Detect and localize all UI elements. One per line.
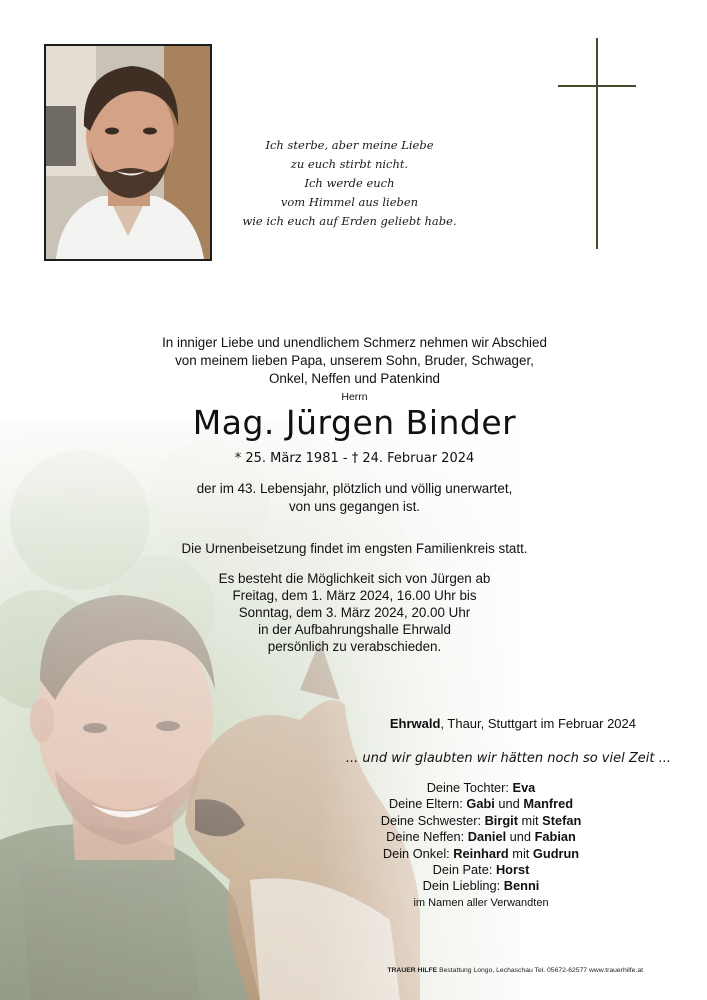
urn-burial-text — [123, 540, 586, 558]
memorial-quote — [232, 136, 467, 231]
life-dates: * 25. März 1981 - † 24. Februar 2024 — [234, 451, 475, 466]
family-closing: im Namen aller Verwandten — [413, 896, 549, 909]
age-line: von uns gegangen ist. — [288, 499, 421, 514]
family-label: Deine Tochter: — [426, 780, 513, 795]
family-name: Birgit — [484, 812, 518, 828]
salutation: Herrn — [341, 391, 368, 403]
place-bold: Ehrwald — [389, 716, 441, 731]
family-name: Horst — [495, 862, 530, 878]
family-name: Daniel — [467, 829, 507, 845]
footer-brand: TRAUER HILFE — [387, 967, 438, 974]
quote-line: Ich werde euch — [304, 176, 395, 190]
urn-line: Die Urnenbeisetzung findet im engsten Familienkreis statt. — [181, 541, 528, 556]
quote-line: wie ich euch auf Erden geliebt habe. — [242, 214, 457, 228]
family-connector: und — [494, 796, 524, 812]
cross-icon — [596, 38, 598, 249]
family-label: Deine Neffen: — [386, 829, 468, 845]
family-name: Fabian — [534, 829, 576, 845]
age-text — [123, 480, 586, 516]
family-label: Dein Liebling: — [422, 878, 504, 894]
announcement-line: In inniger Liebe und unendlichem Schmerz nehmen wir Abschied — [162, 335, 547, 350]
family-label: Dein Pate: — [432, 862, 496, 878]
age-line: der im 43. Lebensjahr, plötzlich und völlig unerwartet, — [196, 481, 513, 496]
deceased-name: Mag. Jürgen Binder — [192, 403, 517, 442]
footer-text: Bestattung Longo, Lechaschau Tel. 05672-62577 www.trauerhilfe.at — [437, 967, 643, 974]
farewell-line: persönlich zu verabschieden. — [267, 639, 442, 654]
farewell-text — [123, 570, 586, 655]
place-date-line — [330, 716, 636, 731]
family-list — [340, 780, 622, 911]
family-row-nephews — [340, 829, 622, 845]
quote-line: Ich sterbe, aber meine Liebe — [265, 138, 434, 152]
family-name: Gabi — [466, 796, 495, 812]
family-row-uncle — [340, 846, 622, 862]
family-row-godfather — [340, 862, 622, 878]
family-row-sister — [340, 813, 622, 829]
family-name: Gudrun — [532, 845, 580, 861]
family-name: Manfred — [523, 796, 574, 812]
family-row-daughter — [340, 780, 622, 796]
family-name: Eva — [512, 780, 536, 795]
cross-icon-bar — [558, 85, 636, 87]
family-name: Reinhard — [453, 845, 509, 861]
family-label: Dein Onkel: — [382, 845, 454, 861]
quote-line: vom Himmel aus lieben — [280, 195, 419, 209]
footer-imprint — [330, 967, 643, 974]
place-rest: , Thaur, Stuttgart im Februar 2024 — [440, 716, 636, 731]
announcement-text — [123, 334, 586, 388]
farewell-line: Sonntag, dem 3. März 2024, 20.00 Uhr — [238, 605, 471, 620]
family-connector: mit — [517, 812, 543, 828]
announcement-line: von meinem lieben Papa, unserem Sohn, Bruder, Schwager, — [175, 353, 534, 368]
family-name: Stefan — [542, 812, 582, 828]
family-row-darling — [340, 878, 622, 894]
farewell-line: Es besteht die Möglichkeit sich von Jürgen ab — [218, 571, 491, 586]
announcement-line: Onkel, Neffen und Patenkind — [269, 371, 440, 386]
family-connector: und — [506, 829, 535, 845]
farewell-line: Freitag, dem 1. März 2024, 16.00 Uhr bis — [232, 588, 477, 603]
family-label: Deine Eltern: — [388, 796, 467, 812]
family-row-parents — [340, 796, 622, 812]
quote-line: zu euch stirbt nicht. — [290, 157, 409, 171]
family-label: Deine Schwester: — [380, 812, 485, 828]
farewell-line: in der Aufbahrungshalle Ehrwald — [258, 622, 451, 637]
motto: ... und wir glaubten wir hätten noch so viel Zeit ... — [345, 751, 671, 766]
portrait-photo — [44, 44, 212, 261]
family-name: Benni — [503, 878, 540, 894]
family-connector: mit — [508, 845, 533, 861]
